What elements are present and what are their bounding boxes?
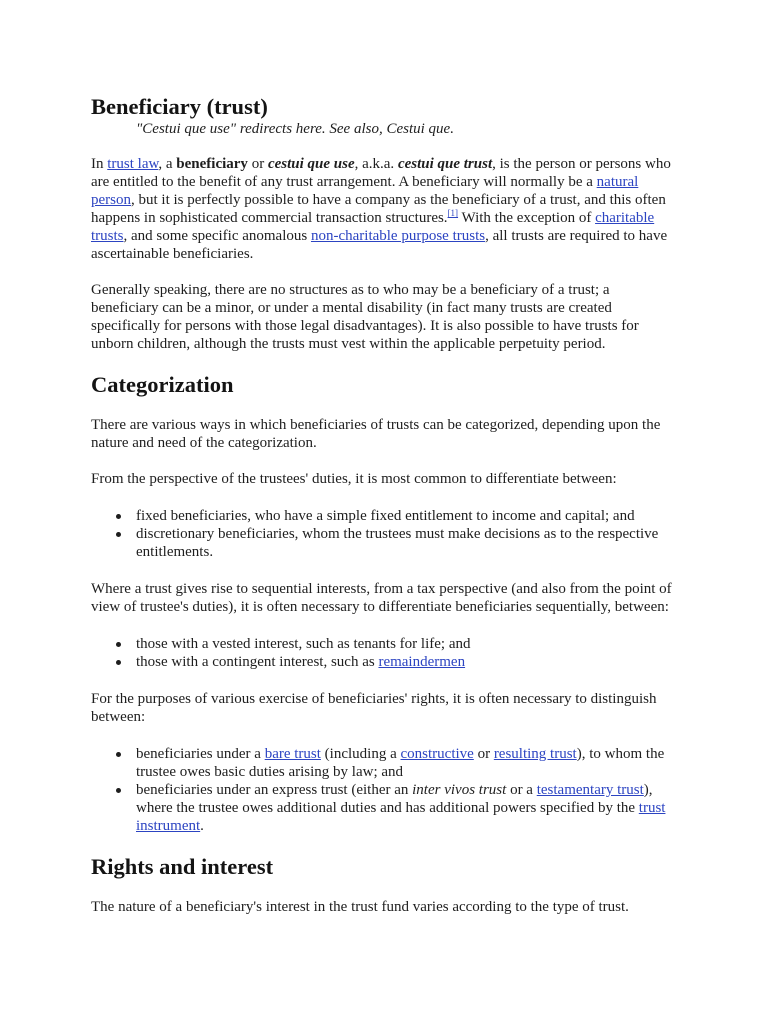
list-sequential-interests <box>91 635 677 671</box>
section-heading-rights-and-interest: Rights and interest <box>91 854 274 879</box>
link-testamentary-trust[interactable]: testamentary trust <box>536 782 644 798</box>
term-beneficiary: beneficiary <box>176 156 248 172</box>
intro-paragraph-1 <box>91 155 677 263</box>
categorization-paragraph-4: For the purposes of various exercise of beneficiaries' rights, it is often necessary to distinguish between: <box>91 691 657 725</box>
page-title: Beneficiary (trust) <box>91 94 268 119</box>
paragraph-text: , all trusts are required to have ascertainable beneficiaries. <box>91 228 668 262</box>
link-charitable-trusts[interactable]: charitable trusts <box>91 210 655 244</box>
term-cestui-que-use: cestui que use <box>267 156 355 172</box>
paragraph-text: or <box>247 156 268 172</box>
list-item-text: beneficiaries under a <box>136 746 265 762</box>
list-item: fixed beneficiaries, who have a simple fixed entitlement to income and capital; and <box>136 507 677 525</box>
intro-paragraph-2: Generally speaking, there are no structures as to who may be a beneficiary of a trust; a beneficiary can be a minor, or under a mental disability (in fact many trusts are created specifically for persons with those legal disadvantages). It is also possible to have trusts for unborn children, although the trusts must vest within the applicable perpetuity period. <box>91 282 639 352</box>
article-body <box>91 94 677 916</box>
citation-link-1[interactable]: [1] <box>447 208 459 218</box>
list-item <box>136 745 677 781</box>
link-bare-trust[interactable]: bare trust <box>264 746 321 762</box>
list-trustee-duty-categories <box>91 507 677 561</box>
categorization-paragraph-3: Where a trust gives rise to sequential interests, from a tax perspective (and also from the point of view of trustee's duties), it is often necessary to differentiate beneficiaries sequentially, between: <box>91 581 672 615</box>
list-item-text: ), to whom the trustee owes basic duties arising by law; and <box>136 746 665 780</box>
link-remaindermen[interactable]: remaindermen <box>378 654 466 670</box>
list-item-text: . <box>200 818 204 834</box>
list-item-text: (including a <box>320 746 401 762</box>
list-item <box>136 653 677 671</box>
link-resulting-trust[interactable]: resulting trust <box>493 746 577 762</box>
hatnote: "Cestui que use" redirects here. See also, Cestui que. <box>136 121 454 137</box>
list-item-text: or a <box>506 782 537 798</box>
paragraph-text: , a.k.a. <box>354 156 398 172</box>
link-non-charitable-purpose-trusts[interactable]: non-charitable purpose trusts <box>310 228 486 244</box>
link-constructive[interactable]: constructive <box>400 746 474 762</box>
categorization-paragraph-1: There are various ways in which beneficiaries of trusts can be categorized, depending upon the nature and need of the categorization. <box>91 417 661 451</box>
paragraph-text: With the exception of <box>458 210 596 226</box>
list-item-text: or <box>473 746 494 762</box>
term-inter-vivos-trust: inter vivos trust <box>412 782 507 798</box>
list-item-text: those with a vested interest, such as tenants for life; and <box>136 636 471 652</box>
categorization-paragraph-2: From the perspective of the trustees' duties, it is most common to differentiate between: <box>91 471 617 487</box>
list-item-text: ), where the trustee owes additional duties and has additional powers specified by the <box>136 782 653 816</box>
rights-paragraph-1: The nature of a beneficiary's interest in the trust fund varies according to the type of trust. <box>91 899 629 915</box>
link-trust-instrument[interactable]: trust instrument <box>136 800 666 834</box>
list-beneficiary-rights <box>91 745 677 835</box>
paragraph-text: In <box>91 156 108 172</box>
paragraph-text: , but it is perfectly possible to have a company as the beneficiary of a trust, and this often happens in sophisticated commercial transaction structures. <box>91 192 666 226</box>
list-item <box>136 635 677 653</box>
link-natural-person[interactable]: natural person <box>91 174 639 208</box>
list-item <box>136 781 677 835</box>
paragraph-text: , is the person or persons who are entitled to the benefit of any trust arrangement. A beneficiary will normally be a <box>91 156 671 190</box>
list-item-text: beneficiaries under an express trust (either an <box>136 782 413 798</box>
list-item-text: those with a contingent interest, such as <box>136 654 379 670</box>
term-cestui-que-trust: cestui que trust <box>397 156 493 172</box>
paragraph-text: , and some specific anomalous <box>123 228 311 244</box>
section-heading-categorization: Categorization <box>91 372 234 397</box>
list-item: discretionary beneficiaries, whom the trustees must make decisions as to the respective entitlements. <box>136 525 677 561</box>
paragraph-text: , a <box>158 156 177 172</box>
link-trust-law[interactable]: trust law <box>107 156 159 172</box>
